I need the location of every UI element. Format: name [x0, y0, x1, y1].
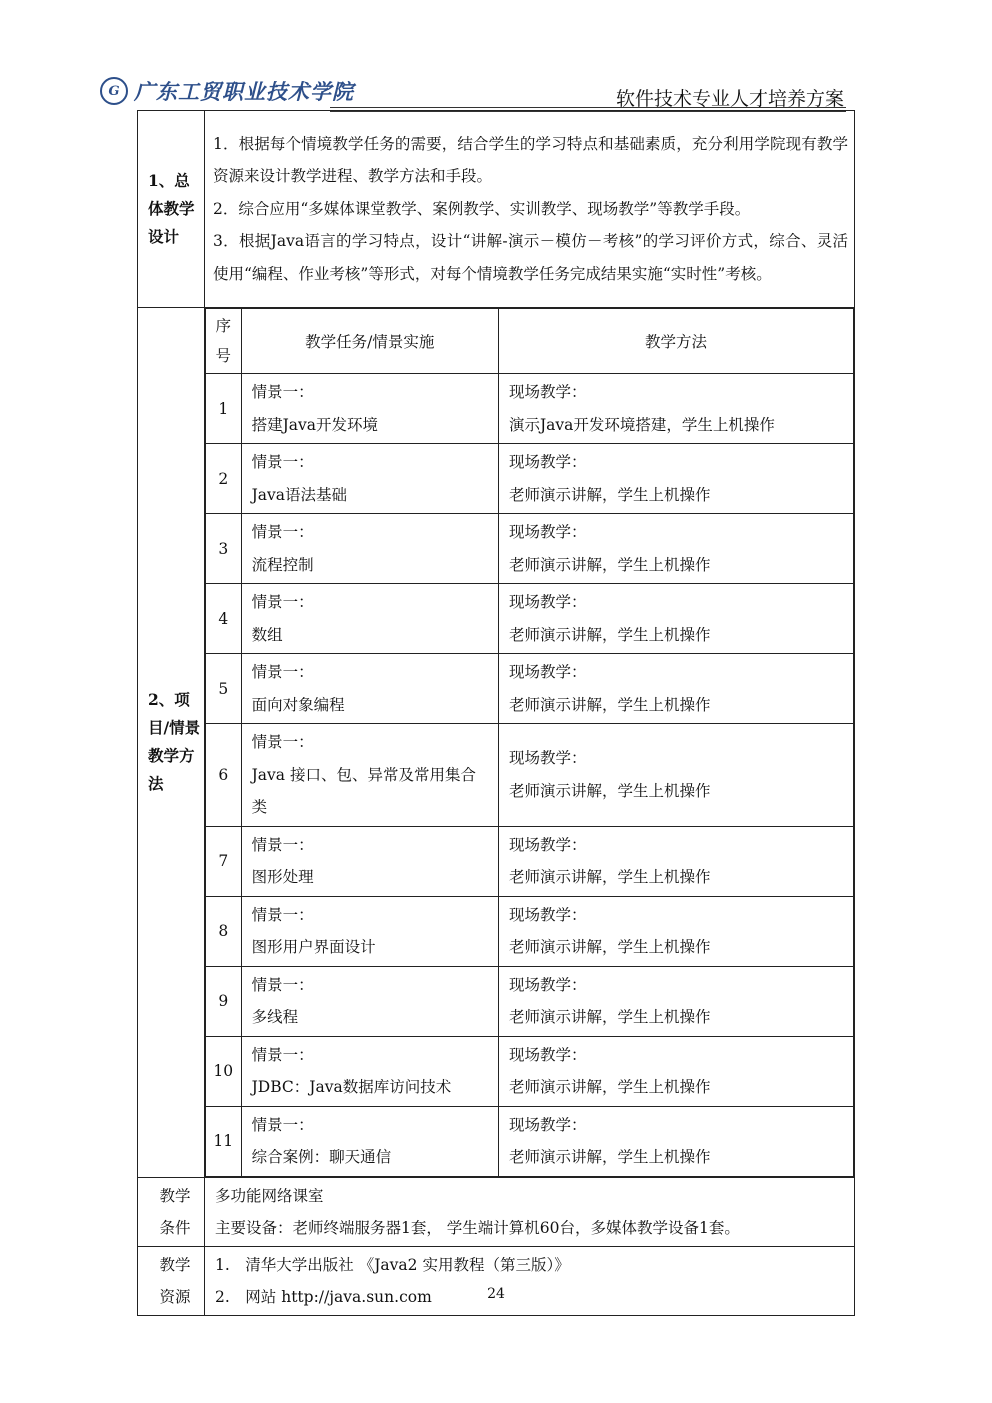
task-line2: 数组 — [251, 625, 283, 644]
table-row — [206, 374, 854, 444]
method-line1: 现场教学： — [508, 835, 587, 854]
col-header-method: 教学方法 — [498, 309, 853, 374]
row-number: 2 — [206, 444, 242, 514]
row-method — [498, 584, 853, 654]
row-task — [241, 374, 498, 444]
task-line1: 情景一： — [251, 383, 314, 401]
row-method — [498, 514, 853, 584]
method-line1: 现场教学： — [508, 975, 587, 994]
task-line2: Java语法基础 — [251, 485, 348, 504]
method-line2: 老师演示讲解，学生上机操作 — [508, 485, 711, 504]
method-line2: 老师演示讲解，学生上机操作 — [508, 1078, 711, 1096]
method-line2: 老师演示讲解，学生上机操作 — [508, 625, 711, 644]
row-method — [498, 374, 853, 444]
design-item-2: 2．综合应用“多媒体课堂教学、案例教学、实训教学、现场教学”等教学手段。 — [213, 199, 751, 218]
method-line1: 现场教学： — [508, 905, 587, 924]
conditions-label — [138, 1177, 205, 1246]
method-line2: 老师演示讲解，学生上机操作 — [508, 938, 711, 956]
table-row — [206, 654, 854, 724]
overall-design-row — [138, 111, 855, 308]
methods-table — [205, 308, 854, 1177]
method-line2: 老师演示讲解，学生上机操作 — [508, 555, 711, 574]
overall-design-label-text: 1、总体教学设计 — [148, 171, 195, 246]
school-logo — [100, 76, 354, 106]
methods-header-row — [206, 309, 854, 374]
task-line1: 情景一： — [251, 663, 314, 681]
row-method — [498, 724, 853, 827]
overall-design-label — [138, 111, 205, 308]
page-number: 24 — [487, 1286, 505, 1302]
task-line1: 情景一： — [251, 835, 314, 854]
row-number: 10 — [206, 1036, 242, 1106]
resources-line2: 2. 网站 http://java.sun.com — [215, 1287, 432, 1306]
row-task — [241, 1036, 498, 1106]
col-header-no: 序号 — [206, 309, 242, 374]
task-line1: 情景一： — [251, 905, 314, 924]
table-row — [206, 1036, 854, 1106]
row-task — [241, 724, 498, 827]
method-line1: 现场教学： — [508, 453, 587, 471]
school-seal-icon: G — [100, 77, 128, 105]
page-header — [100, 74, 846, 110]
row-method — [498, 966, 853, 1036]
overall-design-content — [205, 111, 855, 308]
method-line2: 老师演示讲解，学生上机操作 — [508, 695, 711, 714]
task-line2: 综合案例：聊天通信 — [251, 1148, 392, 1166]
table-row — [206, 724, 854, 827]
methods-label-text: 2、项目/情景教学方法 — [148, 690, 201, 794]
task-line1: 情景一： — [251, 1115, 314, 1134]
table-row — [206, 896, 854, 966]
method-line2: 演示Java开发环境搭建，学生上机操作 — [508, 415, 775, 434]
method-line1: 现场教学： — [508, 523, 587, 541]
table-row — [206, 514, 854, 584]
row-task — [241, 584, 498, 654]
method-line1: 现场教学： — [508, 1045, 587, 1064]
task-line1: 情景一： — [251, 453, 314, 471]
table-row — [206, 966, 854, 1036]
methods-label — [138, 308, 205, 1178]
document-title: 软件技术专业人才培养方案 — [615, 88, 844, 110]
row-number: 1 — [206, 374, 242, 444]
conditions-line2: 主要设备：老师终端服务器1套， 学生端计算机60台，多媒体教学设备1套。 — [215, 1218, 740, 1237]
task-line2: 流程控制 — [251, 555, 314, 574]
method-line1: 现场教学： — [508, 749, 587, 768]
conditions-row — [138, 1177, 855, 1246]
row-method — [498, 896, 853, 966]
row-task — [241, 896, 498, 966]
conditions-line1: 多功能网络课室 — [215, 1186, 324, 1205]
teaching-design-table — [137, 110, 855, 1316]
resources-label-line2: 资源 — [159, 1287, 191, 1306]
row-method — [498, 1036, 853, 1106]
school-name: 广东工贸职业技术学院 — [134, 79, 354, 104]
task-line1: 情景一： — [251, 975, 314, 994]
task-line2: 图形处理 — [251, 868, 314, 886]
method-line1: 现场教学： — [508, 383, 587, 401]
row-method — [498, 826, 853, 896]
method-line2: 老师演示讲解，学生上机操作 — [508, 1008, 711, 1026]
methods-row — [138, 308, 855, 1178]
row-method — [498, 654, 853, 724]
row-number: 9 — [206, 966, 242, 1036]
task-line2: JDBC：Java数据库访问技术 — [251, 1078, 452, 1096]
task-line2: 面向对象编程 — [251, 695, 345, 714]
row-number: 3 — [206, 514, 242, 584]
col-header-task: 教学任务/情景实施 — [241, 309, 498, 374]
row-task — [241, 826, 498, 896]
table-row — [206, 584, 854, 654]
method-line2: 老师演示讲解，学生上机操作 — [508, 1148, 711, 1166]
row-task — [241, 654, 498, 724]
method-line2: 老师演示讲解，学生上机操作 — [508, 781, 711, 800]
task-line1: 情景一： — [251, 733, 314, 751]
design-item-3: 3．根据Java语言的学习特点，设计“讲解-演示－模仿－考核”的学习评价方式，综合、灵活使用“编程、作业考核”等形式，对每个情境教学任务完成结果实施“实时性”考核。 — [213, 232, 849, 283]
task-line1: 情景一： — [251, 1045, 314, 1064]
row-number: 5 — [206, 654, 242, 724]
table-row — [206, 1106, 854, 1176]
task-line2: 多线程 — [251, 1008, 299, 1026]
task-line2: 图形用户界面设计 — [251, 938, 376, 956]
design-item-1: 1．根据每个情境教学任务的需要，结合学生的学习特点和基础素质，充分利用学院现有教学资源来设计教学进程、教学方法和手段。 — [213, 134, 849, 186]
methods-cell — [205, 308, 855, 1178]
task-line1: 情景一： — [251, 523, 314, 541]
row-number: 11 — [206, 1106, 242, 1176]
resources-label — [138, 1246, 205, 1315]
table-row — [206, 826, 854, 896]
header-divider — [330, 107, 846, 108]
table-row — [206, 444, 854, 514]
row-number: 7 — [206, 826, 242, 896]
method-line2: 老师演示讲解，学生上机操作 — [508, 868, 711, 886]
row-task — [241, 966, 498, 1036]
resources-line1: 1. 清华大学出版社 《Java2 实用教程（第三版）》 — [215, 1255, 570, 1274]
row-task — [241, 1106, 498, 1176]
row-method — [498, 444, 853, 514]
row-number: 8 — [206, 896, 242, 966]
row-task — [241, 514, 498, 584]
method-line1: 现场教学： — [508, 1115, 587, 1134]
conditions-label-line1: 教学 — [159, 1186, 191, 1205]
task-line2: 搭建Java开发环境 — [251, 415, 379, 434]
row-number: 6 — [206, 724, 242, 827]
row-method — [498, 1106, 853, 1176]
row-task — [241, 444, 498, 514]
task-line2: Java 接口、包、异常及常用集合类 — [251, 765, 476, 816]
resources-label-line1: 教学 — [159, 1255, 191, 1274]
method-line1: 现场教学： — [508, 593, 587, 611]
conditions-content — [205, 1177, 855, 1246]
resources-row — [138, 1246, 855, 1315]
conditions-label-line2: 条件 — [159, 1218, 191, 1237]
row-number: 4 — [206, 584, 242, 654]
resources-content — [205, 1246, 855, 1315]
task-line1: 情景一： — [251, 593, 314, 611]
method-line1: 现场教学： — [508, 663, 587, 681]
